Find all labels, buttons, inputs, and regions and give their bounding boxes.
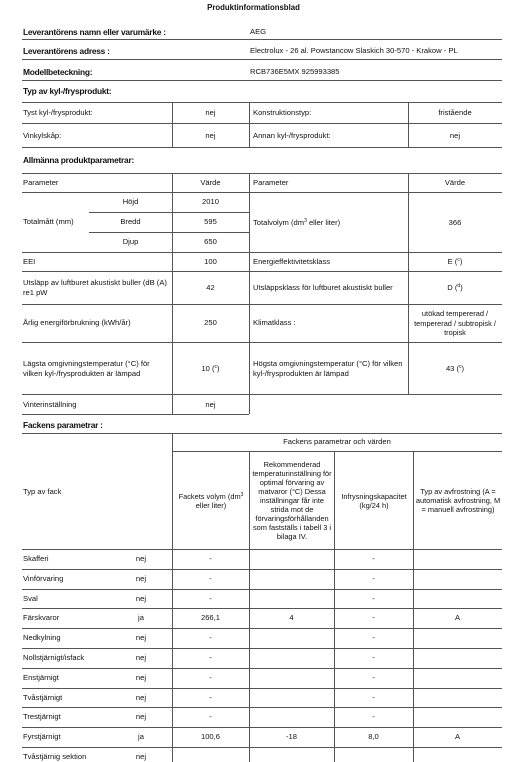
eei-label: EEI: [23, 257, 36, 266]
comp-col-volume: Fackets volym ($dm^3$ eller liter): [178, 491, 244, 510]
comp-row-volume: -: [209, 672, 212, 682]
general-col-param: Parameter: [23, 178, 59, 187]
comp-row-name: Trestjärnigt: [23, 712, 61, 722]
comp-group-header: Fackens parametrar och värden: [283, 437, 391, 446]
comp-col-temp: Rekommenderad temperaturinställning för optimal förvaring av matvaror (°C) Dessa inställningar får inte strida mot de förvaringsförhållanden som fastställs i tabell 3 i bilaga IV.: [252, 460, 332, 541]
comp-row-volume: -: [209, 593, 212, 603]
comp-row-volume: 100,6: [200, 732, 220, 742]
comp-row-present: nej: [135, 692, 147, 702]
max-temp-label: Högsta omgivningstemperatur (°C) för vilken kyl-/frysprodukten är lämpad: [253, 358, 403, 378]
height-value: 2010: [202, 197, 219, 206]
eec-value: E ($^c$): [447, 257, 463, 266]
comp-heading: Fackens parametrar :: [23, 420, 103, 430]
comp-row-volume: -: [209, 554, 212, 563]
comp-row-freeze: -: [372, 712, 375, 722]
noise-class-value: D ($^d$): [447, 283, 463, 292]
comp-row-present: nej: [135, 593, 147, 603]
comp-row-name: Vinförvaring: [23, 573, 64, 583]
dims-label: Totalmått (mm): [23, 217, 74, 226]
comp-row-name: Färskvaror: [23, 613, 60, 623]
comp-col-type: Typ av fack: [23, 487, 62, 496]
noise-value: 42: [206, 283, 215, 292]
comp-row-freeze: -: [372, 692, 375, 702]
comp-row-name: Nollstjärnigt/isfack: [23, 653, 85, 662]
depth-value: 650: [204, 237, 217, 246]
height-label: Höjd: [122, 197, 139, 206]
comp-row-present: nej: [135, 573, 147, 583]
comp-row-present: nej: [135, 554, 147, 563]
type-row-1-label: Tyst kyl-/frysprodukt:: [23, 108, 93, 117]
comp-row-volume: -: [209, 712, 212, 722]
depth-label: Djup: [122, 237, 139, 246]
volume-value: 366: [448, 218, 462, 227]
comp-row-volume: -: [209, 633, 212, 643]
model-value: RCB736E5MX 925993385: [250, 67, 340, 76]
type-row-1-label-2: Konstruktionstyp:: [253, 108, 312, 117]
general-col-param-2: Parameter: [253, 178, 289, 187]
comp-row-freeze: -: [372, 613, 375, 623]
eei-value: 100: [204, 257, 217, 266]
comp-col-freeze: Infrysningskapacitet (kg/24 h): [341, 491, 407, 510]
comp-row-name: Tvåstjärnig sektion: [23, 752, 87, 761]
width-label: Bredd: [120, 217, 141, 226]
comp-row-freeze: -: [372, 653, 375, 662]
comp-row-present: ja: [138, 613, 144, 623]
comp-row-present: nej: [135, 633, 147, 643]
comp-row-defrost: A: [454, 732, 461, 742]
comp-row-freeze: -: [372, 573, 375, 583]
comp-row-freeze: -: [372, 554, 375, 563]
climate-value: utökad tempererad / tempererad / subtropisk / tropisk: [414, 309, 496, 338]
type-row-1-value-2: fristående: [438, 108, 472, 117]
comp-row-name: Sval: [23, 593, 38, 603]
comp-row-name: Enstjärnigt: [23, 672, 59, 682]
comp-row-volume: 266,1: [200, 613, 220, 623]
annual-energy-label: Årlig energiförbrukning (kWh/år): [23, 318, 131, 327]
min-temp-label: Lägsta omgivningstemperatur (°C) för vilken kyl-/frysprodukten är lämpad: [23, 358, 150, 378]
comp-row-present: nej: [135, 672, 147, 682]
general-heading: Allmänna produktparametrar:: [23, 155, 134, 165]
winter-value: nej: [205, 400, 216, 409]
comp-row-name: Nedkylning: [23, 633, 61, 643]
type-row-1-value: nej: [205, 108, 216, 117]
general-col-value: Värde: [200, 178, 221, 187]
type-row-2-label-2: Annan kyl-/frysprodukt:: [253, 131, 331, 140]
eec-label: Energieffektivitetsklass: [253, 257, 331, 266]
max-temp-value: 43 ($^c$): [445, 364, 465, 373]
type-heading: Typ av kyl-/frysprodukt:: [23, 86, 112, 96]
model-label: Modellbeteckning:: [23, 67, 93, 77]
comp-row-temp: -18: [286, 732, 297, 742]
general-col-value-2: Värde: [444, 178, 466, 187]
comp-row-temp: 4: [289, 613, 294, 623]
annual-energy-value: 250: [204, 318, 217, 327]
type-row-2-value: nej: [205, 131, 216, 140]
supplier-name: AEG: [250, 27, 267, 36]
comp-row-name: Skafferi: [23, 554, 49, 563]
winter-label: Vinterinställning: [23, 400, 77, 409]
comp-col-defrost: Typ av avfrostning (A = automatisk avfrostning, M = manuell avfrostning): [415, 487, 501, 514]
comp-row-present: nej: [135, 712, 147, 722]
comp-row-present: nej: [135, 653, 147, 662]
supplier-address: Electrolux - 26 al. Powstancow Slaskich 30-570 - Krakow - PL: [250, 46, 458, 55]
type-row-2-value-2: nej: [449, 131, 461, 140]
comp-row-present: ja: [138, 732, 144, 742]
page-title: Produktinformationsblad: [207, 3, 300, 12]
min-temp-value: 10 ($^c$): [201, 364, 220, 373]
comp-row-defrost: A: [454, 613, 461, 623]
comp-row-freeze: -: [372, 593, 375, 603]
type-row-2-label: Vinkylskåp:: [23, 131, 62, 140]
comp-row-name: Fyrstjärnigt: [23, 732, 61, 742]
comp-row-volume: -: [209, 653, 212, 662]
comp-row-volume: -: [209, 573, 212, 583]
comp-row-freeze: -: [372, 633, 375, 643]
climate-label: Klimatklass :: [253, 318, 296, 327]
comp-row-volume: -: [209, 692, 212, 702]
noise-class-label: Utsläppsklass för luftburet akustiskt buller: [253, 283, 393, 292]
comp-row-freeze: -: [372, 672, 375, 682]
volume-label: Totalvolym ($dm^3$ eller liter): [253, 218, 341, 227]
supplier-name-label: Leverantörens namn eller varumärke :: [23, 27, 166, 37]
comp-row-freeze: 8,0: [368, 732, 379, 742]
supplier-address-label: Leverantörens adress :: [23, 46, 110, 56]
width-value: 595: [204, 217, 217, 226]
noise-label: Utsläpp av luftburet akustiskt buller (dB (A) re1 pW: [23, 278, 167, 297]
comp-row-present: nej: [135, 752, 147, 761]
comp-row-name: Tvåstjärnigt: [23, 692, 63, 702]
